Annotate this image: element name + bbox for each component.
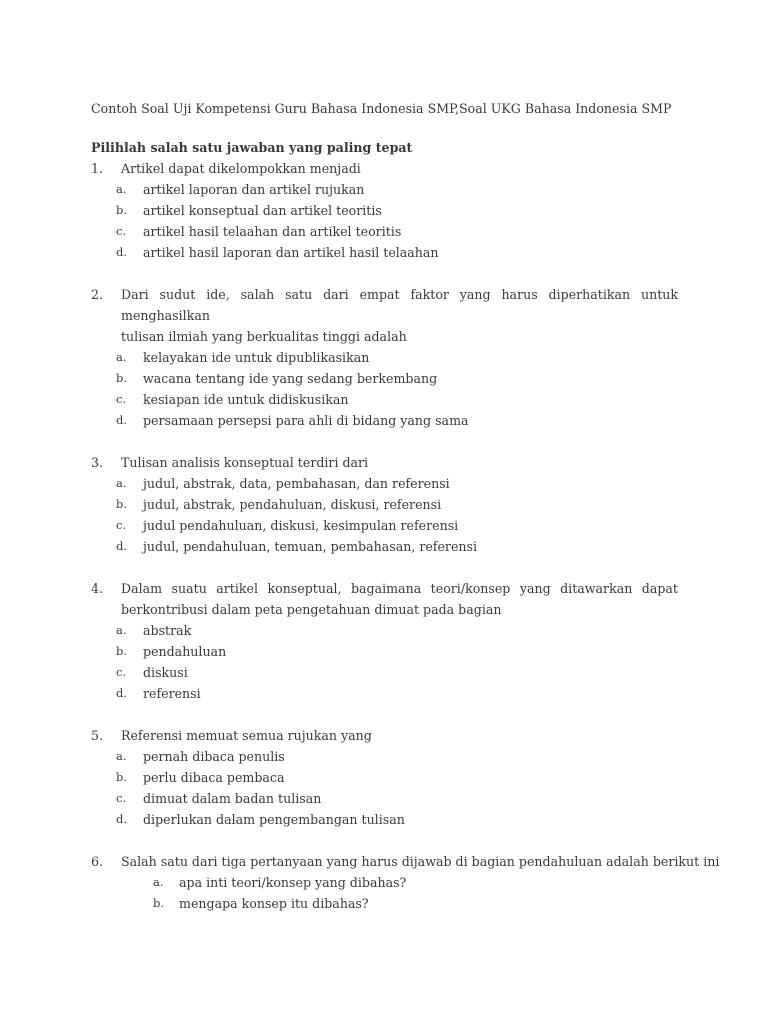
question-2 (91, 284, 678, 431)
question-text-line1: Dari sudut ide, salah satu dari empat faktor yang harus diperhatikan untuk menghasilkan (121, 287, 678, 323)
option-text: judul pendahuluan, diskusi, kesimpulan referensi (143, 518, 459, 533)
option-letter: c. (116, 665, 127, 679)
question-number: 3. (91, 455, 104, 470)
option-text: pendahuluan (143, 644, 227, 659)
question-6 (91, 851, 720, 914)
option-letter: d. (116, 539, 128, 553)
option-text: judul, abstrak, pendahuluan, diskusi, referensi (143, 497, 442, 512)
option-b (91, 641, 678, 662)
option-d (91, 410, 678, 431)
document-title: Contoh Soal Uji Kompetensi Guru Bahasa Indonesia SMP,Soal UKG Bahasa Indonesia SMP (91, 101, 672, 116)
question-5 (91, 725, 678, 830)
option-c (91, 221, 678, 242)
option-d (91, 242, 678, 263)
question-text-line1: Dalam suatu artikel konseptual, bagaimana teori/konsep yang ditawarkan dapat (121, 581, 678, 596)
option-letter: c. (116, 518, 127, 532)
option-letter: c. (116, 791, 127, 805)
option-letter: a. (153, 875, 164, 889)
option-text: wacana tentang ide yang sedang berkembang (143, 371, 438, 386)
option-text: kesiapan ide untuk didiskusikan (143, 392, 349, 407)
option-letter: d. (116, 245, 128, 259)
question-number: 1. (91, 161, 104, 176)
option-a (91, 473, 678, 494)
option-letter: b. (153, 896, 165, 910)
option-text: mengapa konsep itu dibahas? (179, 896, 369, 911)
option-text: perlu dibaca pembaca (143, 770, 285, 785)
question-number: 6. (91, 854, 104, 869)
option-list (91, 473, 678, 557)
option-a (91, 872, 678, 893)
option-text: artikel konseptual dan artikel teoritis (143, 203, 382, 218)
question-text: Referensi memuat semua rujukan yang (121, 728, 372, 743)
option-letter: b. (116, 770, 128, 784)
question-text: Salah satu dari tiga pertanyaan yang harus dijawab di bagian pendahuluan adalah berikut ini (121, 854, 720, 869)
option-text: apa inti teori/konsep yang dibahas? (179, 875, 407, 890)
question-number: 5. (91, 728, 104, 743)
option-letter: b. (116, 203, 128, 217)
option-text: diskusi (143, 665, 188, 680)
instruction-text: Pilihlah salah satu jawaban yang paling tepat (91, 140, 413, 155)
option-d (91, 683, 678, 704)
question-text: Tulisan analisis konseptual terdiri dari (121, 455, 369, 470)
option-text: dimuat dalam badan tulisan (143, 791, 322, 806)
option-letter: b. (116, 644, 128, 658)
option-text: pernah dibaca penulis (143, 749, 285, 764)
question-number: 2. (91, 287, 104, 302)
option-text: judul, pendahuluan, temuan, pembahasan, referensi (143, 539, 477, 554)
option-list (91, 347, 678, 431)
question-text-line2: berkontribusi dalam peta pengetahuan dimuat pada bagian (121, 602, 502, 617)
question-1 (91, 158, 678, 263)
option-text: kelayakan ide untuk dipublikasikan (143, 350, 370, 365)
question-text: Artikel dapat dikelompokkan menjadi (121, 161, 361, 176)
option-text: diperlukan dalam pengembangan tulisan (143, 812, 405, 827)
option-b (91, 368, 678, 389)
option-text: artikel hasil telaahan dan artikel teoritis (143, 224, 402, 239)
option-c (91, 515, 678, 536)
option-d (91, 809, 678, 830)
option-text: judul, abstrak, data, pembahasan, dan referensi (143, 476, 450, 491)
option-b (91, 893, 678, 914)
option-letter: c. (116, 224, 127, 238)
option-letter: a. (116, 749, 127, 763)
option-list (91, 620, 678, 704)
document-page (91, 98, 720, 935)
option-letter: a. (116, 182, 127, 196)
option-d (91, 536, 678, 557)
question-4 (91, 578, 678, 704)
option-a (91, 179, 678, 200)
question-number: 4. (91, 581, 104, 596)
option-c (91, 389, 678, 410)
option-b (91, 200, 678, 221)
option-b (91, 767, 678, 788)
option-letter: a. (116, 476, 127, 490)
option-letter: d. (116, 686, 128, 700)
option-letter: c. (116, 392, 127, 406)
option-letter: d. (116, 812, 128, 826)
option-c (91, 662, 678, 683)
option-letter: b. (116, 371, 128, 385)
option-list (91, 872, 678, 914)
option-text: persamaan persepsi para ahli di bidang yang sama (143, 413, 469, 428)
option-list (91, 179, 678, 263)
option-a (91, 620, 678, 641)
option-text: artikel laporan dan artikel rujukan (143, 182, 365, 197)
question-3 (91, 452, 678, 557)
option-a (91, 347, 678, 368)
option-c (91, 788, 678, 809)
question-text-line2: tulisan ilmiah yang berkualitas tinggi adalah (121, 329, 407, 344)
option-letter: b. (116, 497, 128, 511)
option-b (91, 494, 678, 515)
option-text: referensi (143, 686, 201, 701)
option-letter: a. (116, 350, 127, 364)
option-letter: d. (116, 413, 128, 427)
option-letter: a. (116, 623, 127, 637)
option-text: abstrak (143, 623, 192, 638)
option-text: artikel hasil laporan dan artikel hasil telaahan (143, 245, 439, 260)
option-a (91, 746, 678, 767)
option-list (91, 746, 678, 830)
